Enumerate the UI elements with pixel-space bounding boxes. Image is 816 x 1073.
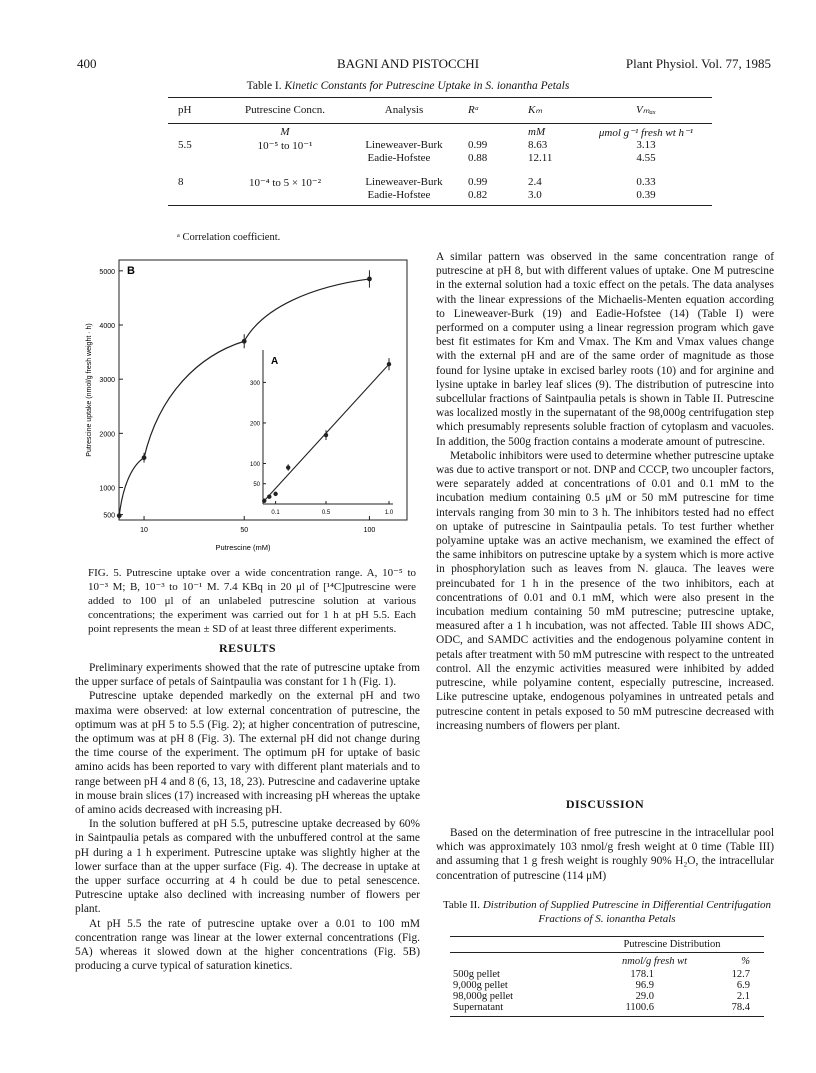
table1-footnote: ᵃ Correlation coefficient. [177, 232, 281, 243]
figure-5-caption: FIG. 5. Putrescine uptake over a wide concentration range. A, 10⁻⁵ to 10⁻³ M; B, 10⁻³ to 10⁻¹ M. 7.4 KBq in 20 μl of [¹⁴C]putrescine were added to 100 μl of an unlabeled putrescine solution at various concentrations; the experiment was carried out for 1 h at pH 5.5. Each point represents the mean ± SD of at least three different experiments. [88, 567, 416, 635]
table1-cell: Lineweaver-Burk [365, 139, 443, 151]
table1-cell: 12.11 [528, 152, 553, 164]
table1-header: Rᵃ [464, 98, 524, 124]
right-column-text [436, 250, 774, 733]
x-tick-label: 0.5 [321, 510, 331, 516]
paragraph: Based on the determination of free putrescine in the intracellular pool which was approximately 103 nmol/g fresh weight at 0 time (Table III) and assuming that 1 g fresh weight is roughly 90% H₂O, the intracellular concentration of putrescine (114 μM) [436, 827, 774, 882]
table1-cell: 0.88 [468, 152, 488, 164]
data-point [387, 362, 391, 366]
paragraph: At pH 5.5 the rate of putrescine uptake over a 0.01 to 100 mM concentration range was linear at the lower external concentrations (Fig. 5A) whereas it slowed down at the higher concentrations (Fig. 5B) producing a curve typical of saturation kinetics. [75, 917, 420, 973]
table-row [450, 1002, 764, 1017]
table1-cell [226, 152, 344, 164]
table1-cell: 3.13 [636, 139, 656, 151]
paragraph: A similar pattern was observed in the same concentration range of putrescine at pH 8, but with different values of uptake. One M putrescine in the external solution had a toxic effect on the petals. The data analyses with the linear expressions of the Michaelis-Menten equation according to Lineweaver-Burk (19) and Eadie-Hofstee (14) (Table I) were performed on a computer using a linear regression program which gave best fit estimates for Km and Vmax. The Km and Vmax values change with the external pH and are of the same order of magnitude as those found for lysine uptake in excised barley roots (10) and for arginine and lysine uptake in barley leaf slices (9). The distribution of putrescine into subcellular fractions of Saintpaulia petals is shown in Table II. Putrescine was localized mostly in the supernatant of the 98,000g centrifugation step which presumably represents soluble fraction of cytoplasm and vacuoles. In addition, the 500g fraction contains a moderate amount of putrescine. [436, 251, 774, 448]
y-tick-label: 50 [253, 482, 260, 489]
table2-cell: 1100.6 [580, 1002, 690, 1017]
y-tick-label: 100 [249, 461, 260, 468]
running-journal: Plant Physiol. Vol. 77, 1985 [625, 56, 771, 71]
table-row [168, 139, 712, 152]
running-authors: BAGNI AND PISTOCCHI [336, 56, 480, 71]
data-point [267, 495, 271, 499]
table1-cell: 0.39 [580, 189, 712, 206]
data-point [273, 492, 277, 496]
table2-cell: 9,000g pellet [453, 980, 508, 991]
table1-cell: Eadie-Hofstee [367, 152, 431, 164]
table2-cell: 29.0 [635, 991, 654, 1002]
table2-unit: nmol/g fresh wt [622, 956, 687, 967]
table1-unit: mM [528, 126, 546, 138]
x-tick-label: 50 [240, 527, 249, 534]
table1-cell: 0.99 [468, 176, 488, 188]
table1-cell: 0.99 [468, 139, 488, 151]
table1-unit: μmol g⁻¹ fresh wt h⁻¹ [598, 127, 694, 139]
data-point [242, 339, 247, 344]
table-row [168, 152, 712, 164]
table2-cell: 500g pellet [453, 969, 500, 980]
y-tick-label: 1000 [99, 485, 115, 493]
paragraph: Preliminary experiments showed that the rate of putrescine uptake from the upper surface of petals of Saintpaulia was constant for 1 h (Fig. 1). [75, 662, 420, 689]
table1-unit [344, 124, 464, 140]
table1-caption-label: Table I. [246, 80, 282, 92]
page-number: 400 [77, 56, 97, 71]
discussion-heading: DISCUSSION [565, 797, 645, 811]
panel-b-label: B [127, 265, 135, 277]
series-line [119, 279, 369, 516]
table-row [168, 176, 712, 189]
data-point [286, 465, 290, 469]
panel-a-label: A [271, 356, 279, 367]
panel-b [86, 260, 407, 552]
table1 [168, 97, 712, 206]
y-tick-label: 2000 [99, 431, 115, 439]
paragraph: In the solution buffered at pH 5.5, putrescine uptake decreased by 60% in Saintpaulia petals as compared with the unbuffered control at the same pH during a 1 h experiment. Putrescine uptake was slightly higher at the lower surface than at the upper surface (Fig. 4). The decrease in uptake at the upper surface occurring at 4 h could be due to petal senescence. Putrescine uptake also declined with increasing number of flowers per plant. [75, 818, 420, 916]
table2-cell: 178.1 [630, 969, 654, 980]
table2-cell: 96.9 [635, 980, 654, 991]
table1-cell: 8 [178, 176, 184, 188]
panel-a [250, 350, 394, 516]
table1-header: pH [168, 98, 226, 124]
table1-header: Vₘₐₓ [580, 98, 712, 124]
table-row [168, 189, 712, 206]
table2-caption-label: Table II. [442, 899, 481, 911]
table1-cell: 10⁻⁴ to 5 × 10⁻² [248, 177, 321, 189]
table1-unit [168, 124, 226, 140]
y-tick-label: 3000 [99, 377, 115, 385]
discussion-text [436, 826, 774, 883]
paragraph: Metabolic inhibitors were used to determine whether putrescine uptake was due to active transport or not. DNP and CCCP, two uncoupler factors, were separately added at concentrations of 0.01 and 0.1 mM to the incubation medium containing 0.5 μM or 50 mM putrescine for time intervals ranging from 30 min to 3 h. The inhibitors tested had no effect on uptake of putrescine in Saintpaulia petals. To test further whether polyamine uptake was an active mechanism, we examined the effect of the same inhibitors on putrescine uptake by a system which is more active in phosphorylation such as leaves from N. glauca. The leaves were preincubated for 1 h in the presence of the two inhibitors, each at concentrations of 0.01 and 0.1 mM, which were also present in the incubation medium containing 50 mM putrescine; putrescine uptake, measured after a 1 h incubation, was not affected. Table III shows ADC, ODC, and SAMDC activities and the endogenous polyamine content in petals after treatment with 50 mM putrescine with respect to the untreated control. All the enzymic activities measured were inhibited by added putrescine, while polyamine content, especially putrescine, increased. Like putrescine uptake, endogenous polyamines in untreated petals and putrescine content in petals exposed to 50 mM putrescine decreased with increasing numbers of flowers per plant. [436, 449, 774, 732]
table1-cell: 5.5 [178, 139, 192, 151]
table2-unit: % [741, 956, 750, 967]
data-point [262, 499, 266, 503]
y-axis-label: Putrescine uptake (nmol/g fresh weight · h) [86, 323, 93, 457]
left-column-text [75, 661, 420, 973]
table1-unit: M [280, 126, 290, 138]
x-tick-label: 100 [363, 527, 376, 534]
data-point [117, 513, 122, 518]
table-row [450, 980, 764, 991]
y-tick-label: 200 [249, 421, 260, 428]
x-axis-label: Putrescine (mM) [215, 543, 271, 552]
table1-cell [168, 189, 226, 206]
table2-group-header: Putrescine Distribution [580, 937, 764, 953]
table2-caption-text: Distribution of Supplied Putrescine in Differential Centrifugation Fractions of S. ionantha Petals [482, 899, 772, 925]
table1-cell [226, 189, 344, 206]
table2-cell: 78.4 [690, 1002, 764, 1017]
table1-cell: 8.63 [528, 139, 548, 151]
table1-cell: Eadie-Hofstee [344, 189, 464, 206]
table-row [450, 991, 764, 1002]
series-line [264, 364, 389, 501]
y-tick-label: 500 [103, 512, 115, 520]
table2-cell: Supernatant [450, 1002, 580, 1017]
y-tick-label: 4000 [99, 323, 115, 330]
table2-caption [440, 898, 774, 926]
data-point [324, 433, 328, 437]
data-point [142, 455, 147, 460]
table1-cell: 0.33 [636, 176, 656, 188]
table1-caption-text: Kinetic Constants for Putrescine Uptake in S. ionantha Petals [284, 80, 570, 92]
table2-cell: 98,000g pellet [453, 991, 514, 1002]
table2-cell: 6.9 [736, 980, 750, 991]
data-point [367, 277, 372, 282]
table1-header: Kₘ [524, 98, 580, 124]
x-tick-label: 1.0 [384, 510, 394, 516]
table1-cell: 3.0 [524, 189, 580, 206]
table1-cell [168, 152, 226, 164]
table1-cell: Lineweaver-Burk [365, 176, 443, 188]
figure-5-chart [75, 258, 425, 560]
results-heading: RESULTS [218, 641, 277, 655]
x-tick-label: 0.1 [271, 510, 280, 516]
table1-cell: 10⁻⁵ to 10⁻¹ [257, 140, 313, 152]
table2 [450, 936, 764, 1017]
paragraph: Putrescine uptake depended markedly on the external pH and two maxima were observed: at low external concentration of putrescine, the optimum was at pH 5 to 5.5 (Fig. 2); at higher concentration of putrescine, the optimum was at pH 8 (Fig. 3). The external pH did not change during the time course of the experiment. The optimum pH for uptake of basic amino acids has been reported to vary with different plant materials and to range between pH 4 and 8 (6, 13, 18, 23). Putrescine and cadaverine uptake in mouse brain slices (17) increased with increasing pH whereas the uptake of amino acids decreased with increasing pH. [75, 690, 420, 817]
table1-cell: 0.82 [464, 189, 524, 206]
y-tick-label: 300 [249, 380, 260, 387]
table1-cell: 4.55 [636, 152, 656, 164]
table2-cell: 2.1 [736, 991, 750, 1002]
table1-caption [0, 80, 816, 92]
table1-header: Putrescine Concn. [226, 98, 344, 124]
table2-cell: 12.7 [731, 969, 750, 980]
table1-cell: 2.4 [528, 176, 542, 188]
table1-header: Analysis [344, 98, 464, 124]
x-tick-label: 10 [140, 527, 148, 534]
y-tick-label: 5000 [99, 268, 115, 276]
table-row [450, 969, 764, 980]
table2-unit [450, 953, 580, 970]
table1-unit [464, 124, 524, 140]
